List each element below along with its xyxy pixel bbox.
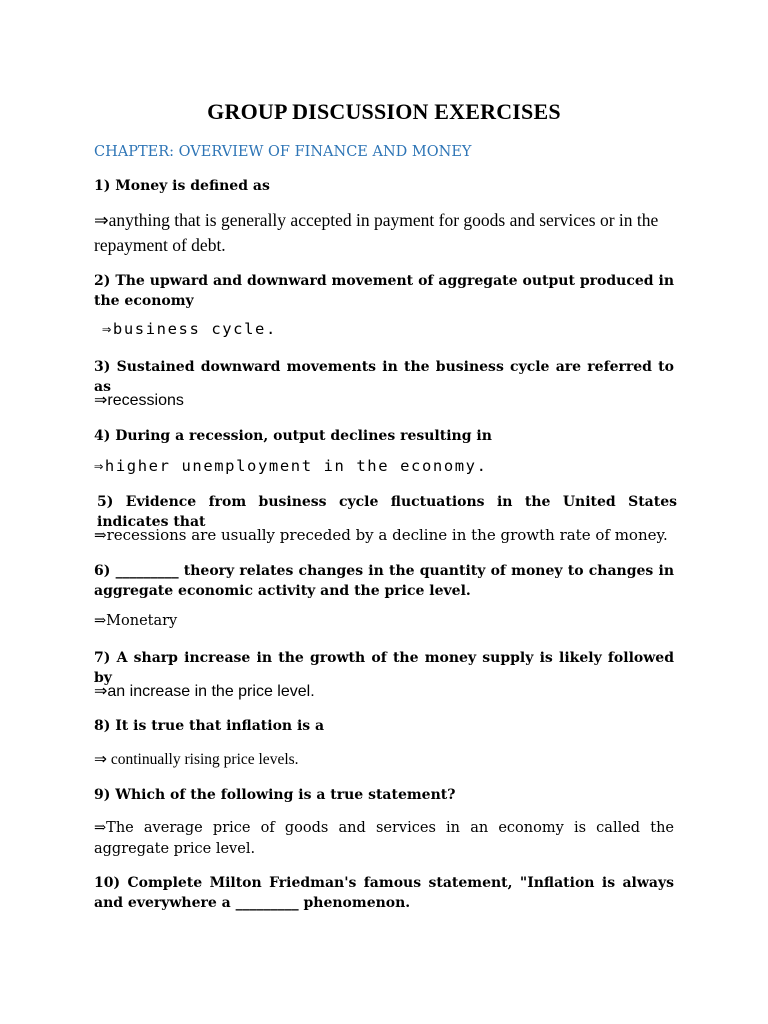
question-4: 4) During a recession, output declines resulting in [94,428,492,444]
answer-4: ⇒higher unemployment in the economy. [94,457,488,475]
question-9: 9) Which of the following is a true statement? [94,787,456,803]
question-5: 5) Evidence from business cycle fluctuations in the United States indicates that [97,494,677,530]
document-title: GROUP DISCUSSION EXERCISES [207,99,561,124]
question-8: 8) It is true that inflation is a [94,718,325,734]
question-10: 10) Complete Milton Friedman's famous statement, "Inflation is always and everywhere a _________ phenomenon. [94,875,674,911]
answer-2: ⇒business cycle. [102,320,277,338]
answer-1: ⇒anything that is generally accepted in payment for goods and services or in the repayment of debt. [94,210,659,255]
answer-7: ⇒an increase in the price level. [94,683,315,700]
question-2: 2) The upward and downward movement of aggregate output produced in the economy [94,273,674,309]
answer-8: ⇒ continually rising price levels. [94,751,299,768]
question-6: 6) _________ theory relates changes in the quantity of money to changes in aggregate economic activity and the price level. [94,563,674,599]
answer-3: ⇒recessions [94,392,184,409]
answer-5: ⇒recessions are usually preceded by a decline in the growth rate of money. [94,526,668,544]
question-3: 3) Sustained downward movements in the business cycle are referred to as [94,359,674,395]
answer-6: ⇒Monetary [94,613,178,629]
question-7: 7) A sharp increase in the growth of the money supply is likely followed by [94,650,674,686]
question-1: 1) Money is defined as [94,178,270,194]
answer-9: ⇒The average price of goods and services in an economy is called the aggregate price level. [94,820,674,857]
chapter-heading: CHAPTER: OVERVIEW OF FINANCE AND MONEY [94,144,472,160]
